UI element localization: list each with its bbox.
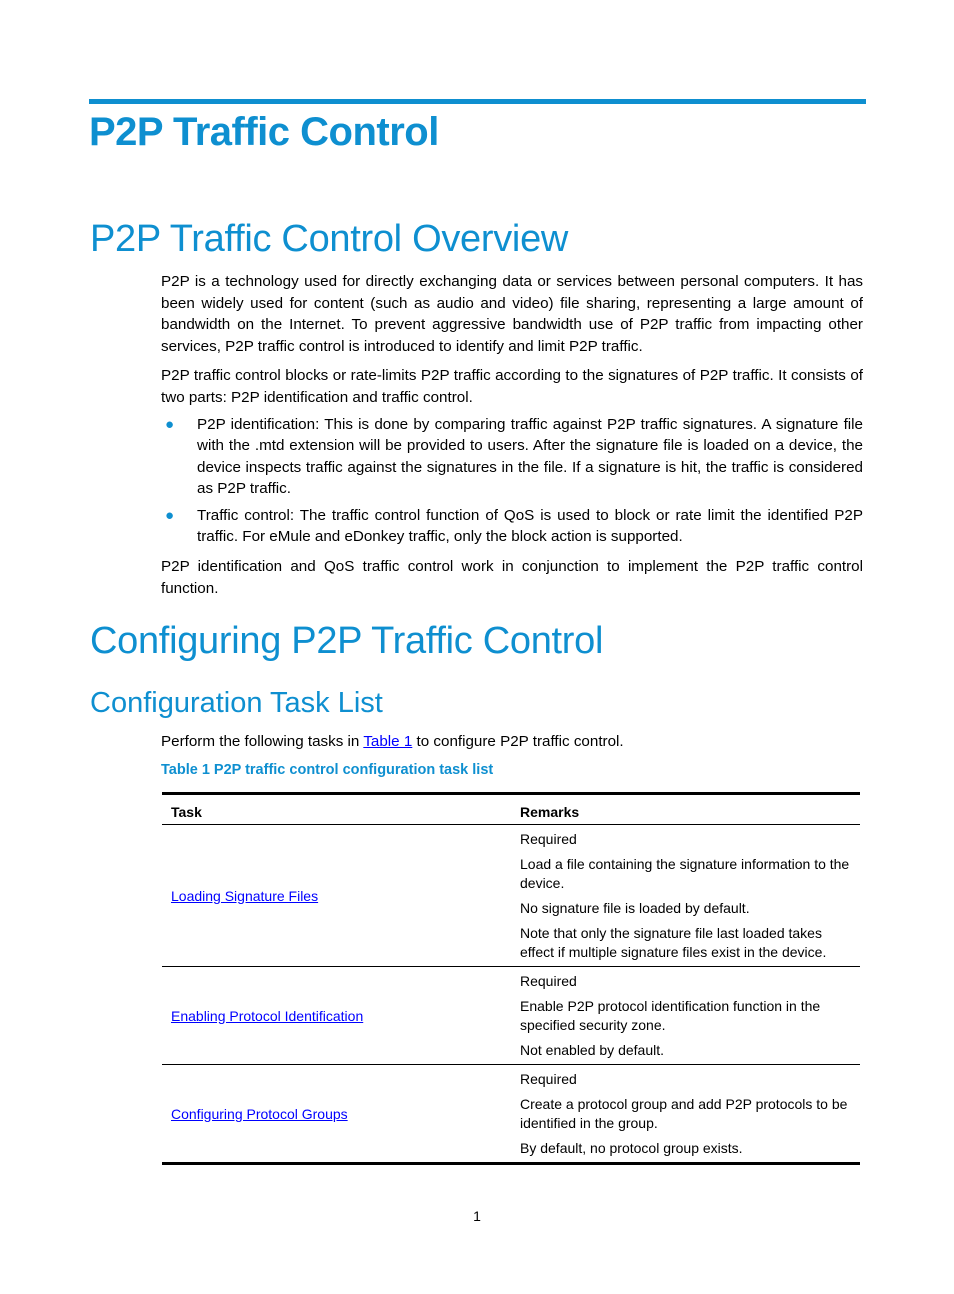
chapter-title: P2P Traffic Control [89, 110, 439, 154]
configuring-protocol-groups-link[interactable]: Configuring Protocol Groups [171, 1105, 348, 1122]
table-row [162, 1065, 860, 1164]
remarks-cell [511, 967, 860, 1065]
task-cell [162, 967, 511, 1065]
remark-text: No signature file is loaded by default. [520, 900, 750, 916]
column-header-remarks: Remarks [511, 794, 860, 825]
table-1-link[interactable]: Table 1 [363, 733, 413, 750]
list-item [161, 505, 863, 548]
overview-paragraph-2: P2P traffic control blocks or rate-limits P2P traffic according to the signatures of P2P traffic. It consists of two parts: P2P identification and traffic control. [161, 367, 863, 406]
list-item [161, 414, 863, 499]
task-table [162, 792, 860, 1165]
table-row [162, 967, 860, 1065]
overview-heading: P2P Traffic Control Overview [90, 218, 569, 260]
intro-text-before: Perform the following tasks in [161, 733, 364, 750]
column-header-task: Task [162, 794, 511, 825]
bullet-text: P2P identification: This is done by comparing traffic against P2P traffic signatures. A signature file with the .mtd extension will be provided to users. After the signature file is loaded on a device, the device inspects traffic against the signatures in the file. If a signature is hit, the traffic is considered as P2P traffic. [197, 416, 863, 497]
remark-text: Required [520, 1071, 577, 1087]
configuring-heading: Configuring P2P Traffic Control [90, 620, 604, 662]
remark-text: Required [520, 973, 577, 989]
overview-paragraph-3: P2P identification and QoS traffic control work in conjunction to implement the P2P traffic control function. [161, 558, 863, 597]
overview-bullet-list [161, 414, 863, 548]
page-number: 1 [473, 1208, 481, 1224]
table-caption: Table 1 P2P traffic control configuration task list [161, 762, 494, 778]
remark-text: Load a file containing the signature information to the device. [520, 856, 850, 891]
remarks-cell [511, 1065, 860, 1164]
task-cell [162, 1065, 511, 1164]
intro-text-after: to configure P2P traffic control. [412, 733, 624, 750]
task-list-intro [161, 731, 863, 753]
enabling-protocol-identification-link[interactable]: Enabling Protocol Identification [171, 1007, 364, 1024]
remarks-cell [511, 825, 860, 967]
chapter-rule [89, 99, 866, 104]
table-header-row [162, 794, 860, 825]
remark-text: By default, no protocol group exists. [520, 1140, 743, 1156]
remark-text: Not enabled by default. [520, 1042, 664, 1058]
remark-text: Required [520, 831, 577, 847]
remark-text: Enable P2P protocol identification function in the specified security zone. [520, 998, 821, 1033]
task-cell [162, 825, 511, 967]
bullet-icon: ● [165, 507, 175, 525]
table-row [162, 825, 860, 967]
overview-paragraph-1: P2P is a technology used for directly exchanging data or services between personal computers. It has been widely used for content (such as audio and video) file sharing, representing a large amount of bandwidth on the Internet. To prevent aggressive bandwidth use of P2P traffic from impacting other services, P2P traffic control is introduced to identify and limit P2P traffic. [161, 273, 863, 355]
bullet-text: Traffic control: The traffic control function of QoS is used to block or rate limit the identified P2P traffic. For eMule and eDonkey traffic, only the block action is supported. [197, 507, 863, 546]
remark-text: Create a protocol group and add P2P protocols to be identified in the group. [520, 1096, 848, 1131]
remark-text: Note that only the signature file last loaded takes effect if multiple signature files exist in the device. [520, 925, 827, 960]
loading-signature-files-link[interactable]: Loading Signature Files [171, 887, 319, 904]
bullet-icon: ● [165, 416, 175, 433]
task-list-heading: Configuration Task List [90, 687, 383, 719]
